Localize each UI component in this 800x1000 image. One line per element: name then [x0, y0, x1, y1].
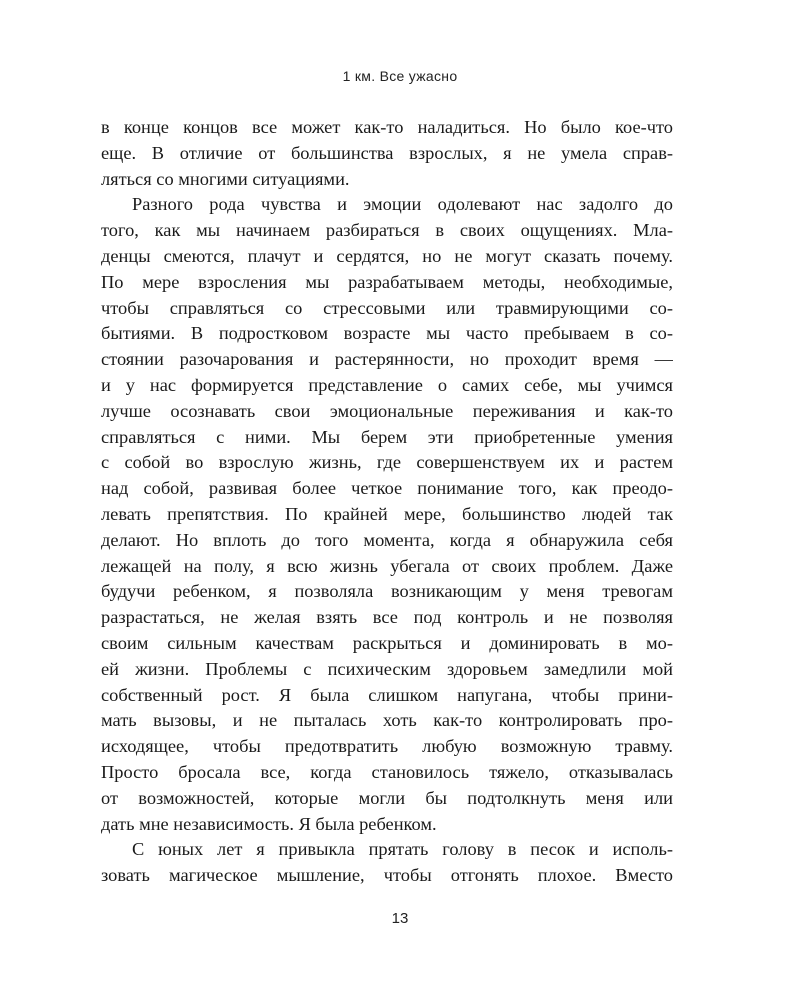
- text-line: бытиями. В подростковом возрасте мы часто пребываем в со-: [101, 323, 673, 344]
- text-line: ляться со многими ситуациями.: [101, 168, 350, 189]
- text-line: денцы смеются, плачут и сердятся, но не могут сказать почему.: [101, 245, 673, 266]
- text-line: над собой, развивая более четкое понимание того, как преодо-: [101, 478, 673, 499]
- text-line: мать вызовы, и не пыталась хоть как-то контролировать про-: [101, 710, 673, 731]
- text-line: справляться с ними. Мы берем эти приобретенные умения: [101, 426, 673, 447]
- text-line: Просто бросала все, когда становилось тяжело, отказывалась: [101, 761, 673, 782]
- text-line: будучи ребенком, я позволяла возникающим у меня тревогам: [101, 581, 673, 602]
- text-line: С юных лет я привыкла прятать голову в песок и исполь-: [132, 839, 673, 860]
- text-line: и у нас формируется представление о самих себе, мы учимся: [101, 374, 673, 395]
- text-line: левать препятствия. По крайней мере, большинство людей так: [101, 503, 673, 524]
- body-text: [101, 115, 673, 889]
- text-line: Разного рода чувства и эмоции одолевают нас задолго до: [132, 194, 673, 215]
- text-line: своим сильным качествам раскрыться и доминировать в мо-: [101, 632, 673, 653]
- running-head: 1 км. Все ужасно: [342, 68, 458, 84]
- text-line: собственный рост. Я была слишком напугана, чтобы прини-: [101, 684, 673, 705]
- text-line: лежащей на полу, я всю жизнь убегала от своих проблем. Даже: [101, 555, 673, 576]
- text-line: лучше осознавать свои эмоциональные переживания и как-то: [101, 400, 673, 421]
- text-line: По мере взросления мы разрабатываем методы, необходимые,: [101, 271, 673, 292]
- text-line: того, как мы начинаем разбираться в своих ощущениях. Мла-: [101, 220, 673, 241]
- text-line: с собой во взрослую жизнь, где совершенствуем их и растем: [101, 452, 673, 473]
- page-number: 13: [391, 910, 409, 927]
- text-line: ей жизни. Проблемы с психическим здоровьем замедлили мой: [101, 658, 673, 679]
- text-line: разрастаться, не желая взять все под контроль и не позволяя: [101, 607, 673, 628]
- text-line: зовать магическое мышление, чтобы отгонять плохое. Вместо: [101, 865, 673, 886]
- text-line: делают. Но вплоть до того момента, когда я обнаружила себя: [101, 529, 673, 550]
- text-line: стоянии разочарования и растерянности, но проходит время —: [101, 349, 673, 370]
- text-line: исходящее, чтобы предотвратить любую возможную травму.: [101, 736, 673, 757]
- text-line: еще. В отличие от большинства взрослых, я не умела справ-: [101, 142, 673, 163]
- text-line: от возможностей, которые могли бы подтолкнуть меня или: [101, 787, 673, 808]
- text-line: дать мне независимость. Я была ребенком.: [101, 813, 437, 834]
- text-line: чтобы справляться со стрессовыми или травмирующими со-: [101, 297, 673, 318]
- text-line: в конце концов все может как-то наладиться. Но было кое-что: [101, 117, 673, 137]
